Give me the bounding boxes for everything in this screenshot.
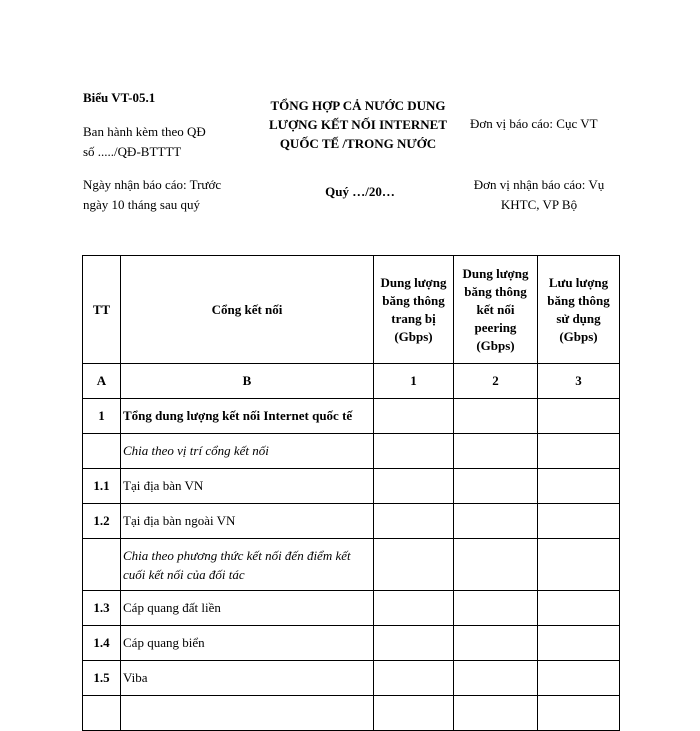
row-tt (83, 696, 121, 731)
value-cell[interactable] (374, 434, 454, 469)
table-row-partial (83, 696, 620, 731)
row-label: Tại địa bàn ngoài VN (121, 504, 374, 539)
row-tt: 1.5 (83, 661, 121, 696)
title-line-3: QUỐC TẾ /TRONG NƯỚC (279, 136, 437, 151)
value-cell[interactable] (538, 661, 620, 696)
issued-line-2: số ...../QĐ-BTTTT (83, 144, 182, 159)
receiving-unit-line-1: Đơn vị nhận báo cáo: Vụ (473, 177, 605, 192)
table-row (83, 661, 620, 696)
value-cell[interactable] (454, 626, 538, 661)
value-cell[interactable] (454, 696, 538, 731)
header-c2-line: kết nối (476, 301, 515, 317)
value-cell[interactable] (538, 469, 620, 504)
value-cell[interactable] (454, 539, 538, 591)
row-tt: 1.3 (83, 591, 121, 626)
issued-decision (83, 122, 233, 162)
value-cell[interactable] (538, 626, 620, 661)
header-c2-line: (Gbps) (476, 337, 515, 353)
table-row (83, 399, 620, 434)
header-c3-line: sử dụng (556, 310, 601, 326)
value-cell[interactable] (538, 591, 620, 626)
header-tt: TT (83, 256, 121, 364)
table-row (83, 504, 620, 539)
value-cell[interactable] (538, 504, 620, 539)
header-c2-line: Dung lượng (462, 265, 529, 281)
header-c2-line: băng thông (464, 283, 527, 299)
value-cell[interactable] (374, 626, 454, 661)
header-c3-line: Lưu lượng (548, 274, 609, 290)
title-line-1: TỔNG HỢP CẢ NƯỚC DUNG (270, 98, 446, 113)
header-c1-line: Dung lượng (380, 274, 447, 290)
issued-line-1: Ban hành kèm theo QĐ (83, 124, 206, 139)
value-cell[interactable] (454, 469, 538, 504)
row-label: Tại địa bàn VN (121, 469, 374, 504)
row-label-line-2: cuối kết nối của đối tác (123, 566, 245, 582)
receive-date (83, 175, 243, 215)
value-cell[interactable] (374, 661, 454, 696)
row-label: Cáp quang biển (121, 626, 374, 661)
row-label (121, 539, 374, 591)
table-header-row (83, 256, 620, 364)
header-c1-line: băng thông (382, 292, 445, 308)
form-code: Biểu VT-05.1 (83, 90, 156, 105)
header-c1-line: (Gbps) (394, 328, 433, 344)
title-line-2: LƯỢNG KẾT NỐI INTERNET (268, 117, 448, 132)
value-cell[interactable] (374, 539, 454, 591)
table-row (83, 539, 620, 591)
row-tt: 1.2 (83, 504, 121, 539)
header-c2-line: peering (474, 319, 517, 335)
value-cell[interactable] (454, 661, 538, 696)
header-peering-capacity (454, 256, 538, 364)
report-quarter: Quý …/20… (325, 184, 395, 199)
header-c3-line: băng thông (547, 292, 610, 308)
header-gateway: Cổng kết nối (121, 256, 374, 364)
value-cell[interactable] (374, 469, 454, 504)
table-row (83, 591, 620, 626)
row-label (121, 696, 374, 731)
receiving-unit-line-2: KHTC, VP Bộ (500, 197, 578, 212)
value-cell[interactable] (374, 696, 454, 731)
row-label: Cáp quang đất liền (121, 591, 374, 626)
row-label: Viba (121, 661, 374, 696)
index-cell: 3 (538, 364, 620, 399)
row-label: Chia theo vị trí cổng kết nối (121, 434, 374, 469)
row-tt: 1.4 (83, 626, 121, 661)
receiving-unit (464, 175, 614, 215)
value-cell[interactable] (538, 434, 620, 469)
receive-date-line-2: ngày 10 tháng sau quý (83, 197, 200, 212)
row-label: Tổng dung lượng kết nối Internet quốc tế (121, 399, 374, 434)
index-cell: 2 (454, 364, 538, 399)
value-cell[interactable] (374, 591, 454, 626)
index-cell: A (83, 364, 121, 399)
value-cell[interactable] (538, 399, 620, 434)
header-used-traffic (538, 256, 620, 364)
receive-date-line-1: Ngày nhận báo cáo: Trước (83, 177, 222, 192)
value-cell[interactable] (454, 591, 538, 626)
value-cell[interactable] (454, 399, 538, 434)
row-tt (83, 539, 121, 591)
reporting-unit: Đơn vị báo cáo: Cục VT (470, 116, 598, 131)
row-label-line-1: Chia theo phương thức kết nối đến điểm kết (123, 547, 351, 563)
header-equipped-capacity (374, 256, 454, 364)
index-cell: 1 (374, 364, 454, 399)
value-cell[interactable] (374, 504, 454, 539)
value-cell[interactable] (454, 504, 538, 539)
report-table (82, 255, 620, 731)
row-tt: 1 (83, 399, 121, 434)
header-c3-line: (Gbps) (559, 328, 598, 344)
table-row (83, 626, 620, 661)
table-row (83, 469, 620, 504)
header-c1-line: trang bị (391, 310, 436, 326)
table-index-row (83, 364, 620, 399)
value-cell[interactable] (454, 434, 538, 469)
table-row (83, 434, 620, 469)
value-cell[interactable] (538, 696, 620, 731)
report-title (258, 96, 458, 153)
index-cell: B (121, 364, 374, 399)
row-tt (83, 434, 121, 469)
value-cell[interactable] (374, 399, 454, 434)
row-tt: 1.1 (83, 469, 121, 504)
value-cell[interactable] (538, 539, 620, 591)
